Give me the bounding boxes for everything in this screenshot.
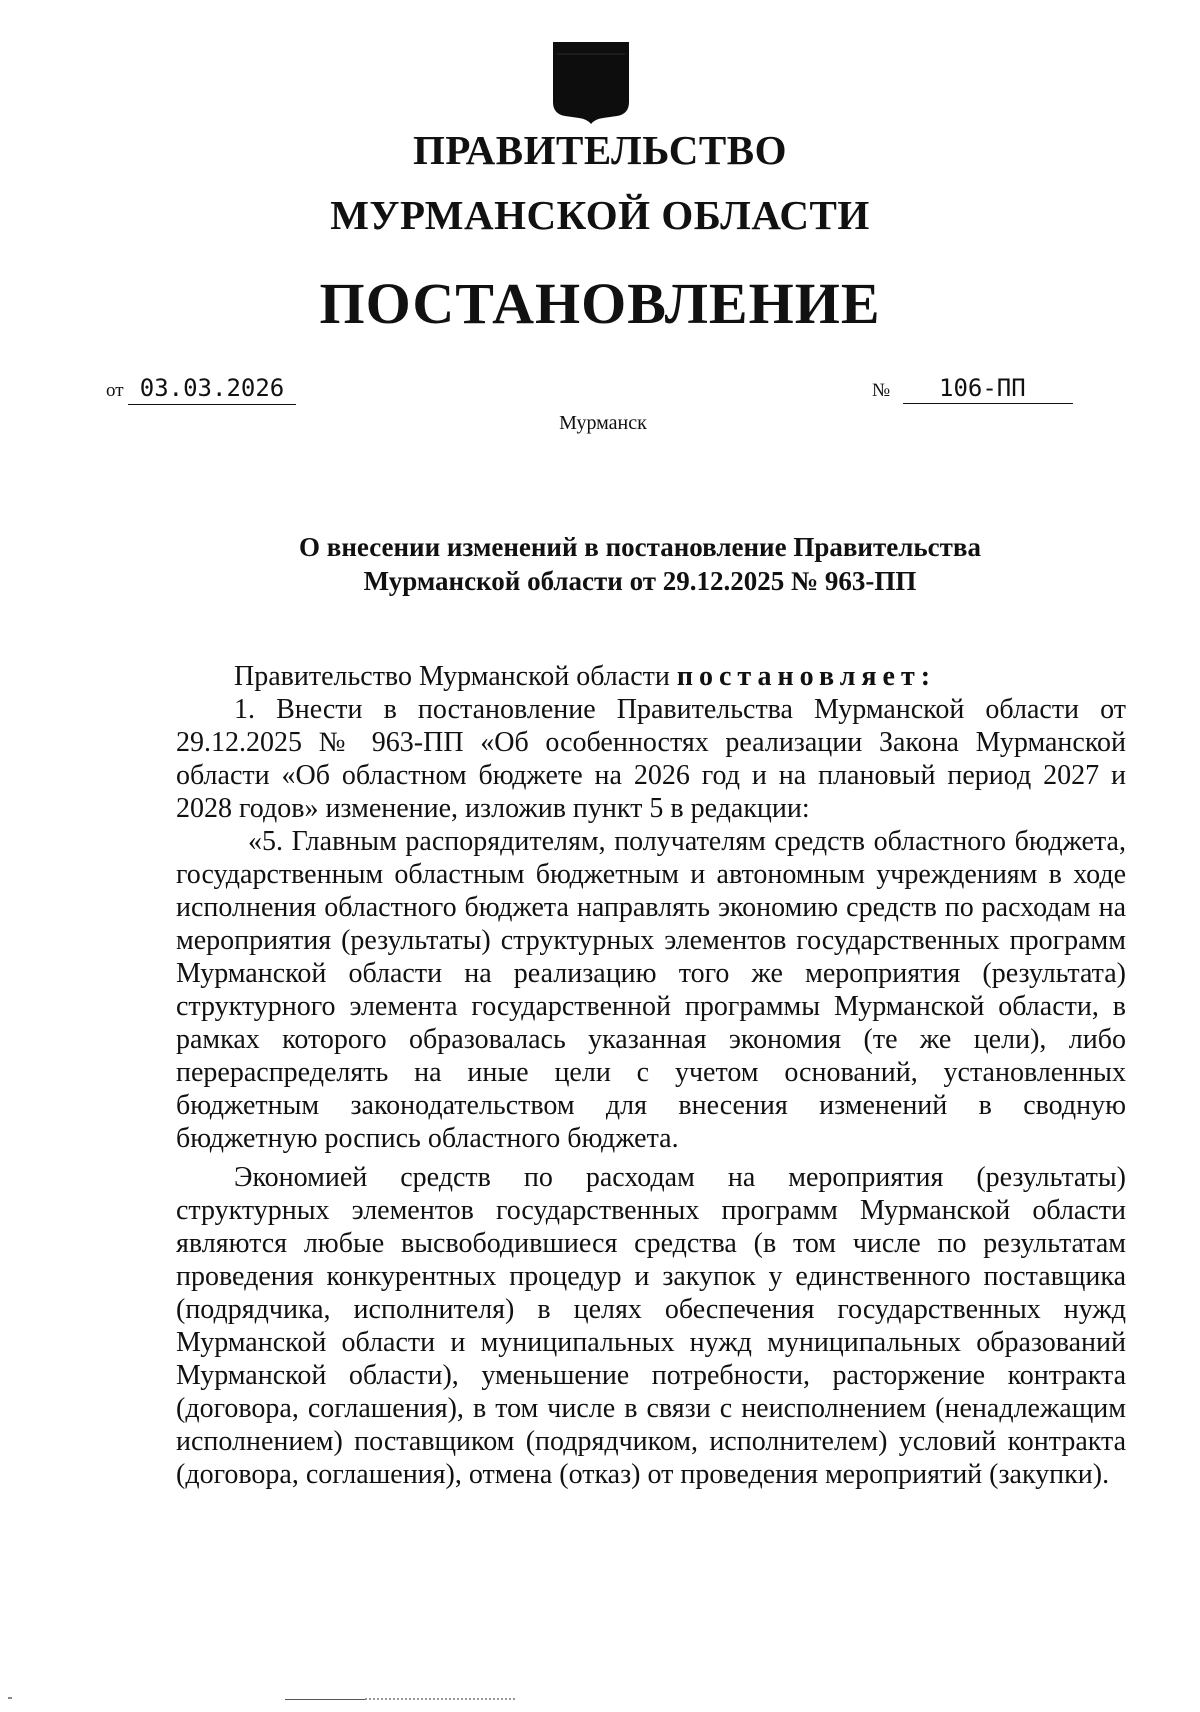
organization-name-line1: ПРАВИТЕЛЬСТВО (412, 127, 788, 173)
preamble-verb: постановляет: (676, 661, 937, 692)
document-type-title: ПОСТАНОВЛЕНИЕ (319, 271, 881, 336)
preamble-paragraph (176, 660, 1126, 693)
date-field: 03.03.2026 (128, 374, 296, 405)
document-subject (250, 530, 1030, 598)
coat-of-arms-icon (551, 40, 631, 126)
subject-line: О внесении изменений в постановление Правительства (299, 532, 981, 562)
body-paragraph: «5. Главным распорядителям, получателям средств областного бюджета, государственным областным бюджетным и автономным учреждениям в ходе исполнения областного бюджета направлять экономию средств по расходам на мероприятия (результаты) структурных элементов государственных программ Мурманской области на реализацию того же мероприятия (результата) структурного элемента государственной программы Мурманской области, в рамках которого образовалась указанная экономия (те же цели), либо перераспределять на иные цели с учетом оснований, установленных бюджетным законодательством для внесения изменений в сводную бюджетную роспись областного бюджета. (176, 826, 1126, 1154)
footer-dotted-rule (365, 1698, 515, 1703)
date-label: от (106, 380, 124, 401)
scan-edge-mark (8, 1697, 12, 1699)
document-body (176, 660, 1126, 1491)
number-label: № (872, 380, 891, 401)
body-paragraph: 1. Внести в постановление Правительства Мурманской области от 29.12.2025 № 963-ПП «Об особенностях реализации Закона Мурманской области «Об областном бюджете на 2026 год и на плановый период 2027 и 2028 годов» изменение, изложив пункт 5 в редакции: (176, 694, 1126, 824)
city-name: Мурманск (559, 412, 647, 434)
preamble-text: Правительство Мурманской области (234, 661, 677, 692)
footer-rule (285, 1699, 365, 1700)
document-number-field: 106-ПП (903, 374, 1073, 404)
organization-name-line2: МУРМАНСКОЙ ОБЛАСТИ (330, 192, 870, 238)
subject-line: Мурманской области от 29.12.2025 № 963-ПП (363, 566, 917, 596)
body-paragraph: Экономией средств по расходам на мероприятия (результаты) структурных элементов государственных программ Мурманской области являются любые высвободившиеся средства (в том числе по результатам проведения конкурентных процедур и закупок у единственного поставщика (подрядчика, исполнителя) в целях обеспечения государственных нужд Мурманской области и муниципальных нужд муниципальных образований Мурманской области), уменьшение потребности, расторжение контракта (договора, соглашения), в том числе в связи с неисполнением (ненадлежащим исполнением) поставщиком (подрядчиком, исполнителем) условий контракта (договора, соглашения), отмена (отказ) от проведения мероприятий (закупки). (176, 1162, 1126, 1490)
